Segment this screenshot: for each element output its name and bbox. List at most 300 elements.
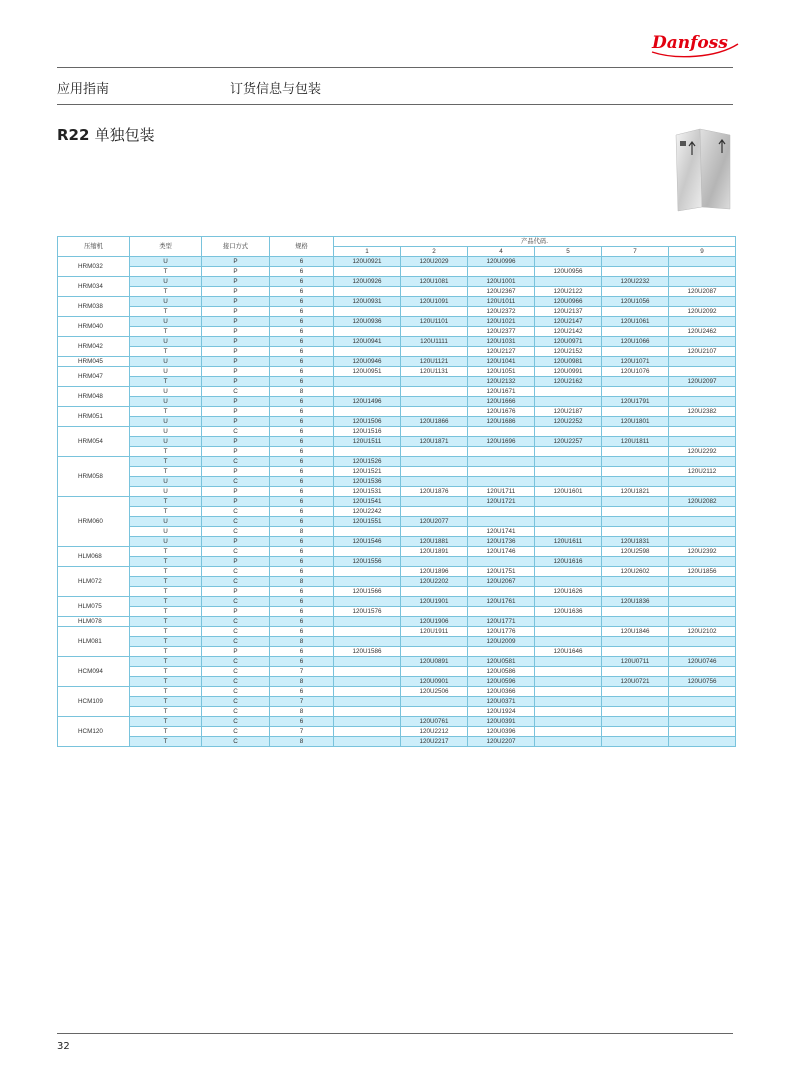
code-cell — [535, 397, 602, 407]
attr-cell: 8 — [270, 677, 334, 687]
compressor-cell: HLM081 — [58, 627, 130, 657]
subsection-label: 订货信息与包装 — [230, 82, 322, 97]
code-cell — [334, 707, 401, 717]
table-row — [58, 307, 736, 317]
code-cell — [401, 587, 468, 597]
attr-cell: C — [202, 387, 270, 397]
attr-cell: T — [130, 707, 202, 717]
table-row — [58, 557, 736, 567]
attr-cell: P — [202, 607, 270, 617]
table-row — [58, 547, 736, 557]
code-cell: 120U1576 — [334, 607, 401, 617]
code-cell — [535, 657, 602, 667]
compressor-cell: HRM058 — [58, 457, 130, 497]
code-cell: 120U2217 — [401, 737, 468, 747]
code-cell: 120U1811 — [602, 437, 669, 447]
attr-cell: 6 — [270, 427, 334, 437]
code-cell: 120U2112 — [669, 467, 736, 477]
attr-cell: 6 — [270, 457, 334, 467]
code-cell — [669, 387, 736, 397]
code-cell — [669, 607, 736, 617]
code-cell — [535, 527, 602, 537]
attr-cell: 8 — [270, 737, 334, 747]
code-cell — [602, 737, 669, 747]
code-cell — [334, 407, 401, 417]
attr-cell: 6 — [270, 477, 334, 487]
compressor-cell: HRM060 — [58, 497, 130, 547]
table-row — [58, 277, 736, 287]
attr-cell: P — [202, 557, 270, 567]
compressor-cell: HCM094 — [58, 657, 130, 687]
code-cell: 120U2162 — [535, 377, 602, 387]
attr-cell: P — [202, 267, 270, 277]
code-cell: 120U1506 — [334, 417, 401, 427]
code-cell: 120U2092 — [669, 307, 736, 317]
attr-cell: 8 — [270, 387, 334, 397]
attr-cell: 6 — [270, 337, 334, 347]
code-cell — [669, 517, 736, 527]
code-cell: 120U2067 — [468, 577, 535, 587]
attr-cell: T — [130, 727, 202, 737]
code-cell: 120U0996 — [468, 257, 535, 267]
code-cell — [669, 297, 736, 307]
attr-cell: 8 — [270, 707, 334, 717]
code-cell — [401, 377, 468, 387]
attr-cell: C — [202, 637, 270, 647]
table-row — [58, 587, 736, 597]
code-cell: 120U0721 — [602, 677, 669, 687]
code-cell — [535, 277, 602, 287]
attr-cell: P — [202, 347, 270, 357]
code-cell — [535, 677, 602, 687]
col-header-code-2: 2 — [401, 247, 468, 257]
danfoss-logo — [646, 26, 742, 60]
attr-cell: 6 — [270, 367, 334, 377]
code-cell — [334, 657, 401, 667]
code-cell — [334, 667, 401, 677]
attr-cell: T — [130, 687, 202, 697]
attr-cell: 6 — [270, 587, 334, 597]
attr-cell: C — [202, 617, 270, 627]
code-cell — [535, 717, 602, 727]
table-row — [58, 667, 736, 677]
code-cell — [401, 497, 468, 507]
attr-cell: T — [130, 617, 202, 627]
attr-cell: T — [130, 607, 202, 617]
attr-cell: P — [202, 397, 270, 407]
code-cell: 120U1021 — [468, 317, 535, 327]
code-cell: 120U1711 — [468, 487, 535, 497]
code-cell: 120U0371 — [468, 697, 535, 707]
attr-cell: 8 — [270, 577, 334, 587]
code-cell — [669, 437, 736, 447]
code-cell — [334, 737, 401, 747]
code-cell — [401, 267, 468, 277]
code-cell: 120U2506 — [401, 687, 468, 697]
code-cell — [401, 467, 468, 477]
code-cell: 120U1066 — [602, 337, 669, 347]
attr-cell: U — [130, 337, 202, 347]
attr-cell: 6 — [270, 307, 334, 317]
attr-cell: 6 — [270, 297, 334, 307]
attr-cell: C — [202, 667, 270, 677]
code-cell: 120U1521 — [334, 467, 401, 477]
attr-cell: C — [202, 627, 270, 637]
attr-cell: C — [202, 577, 270, 587]
table-row — [58, 677, 736, 687]
attr-cell: U — [130, 517, 202, 527]
code-cell — [602, 577, 669, 587]
code-cell — [669, 487, 736, 497]
attr-cell: 6 — [270, 417, 334, 427]
code-cell — [401, 307, 468, 317]
attr-cell: 6 — [270, 647, 334, 657]
table-row — [58, 537, 736, 547]
code-cell: 120U1831 — [602, 537, 669, 547]
code-cell: 120U1636 — [535, 607, 602, 617]
code-cell — [669, 687, 736, 697]
code-cell: 120U1676 — [468, 407, 535, 417]
code-cell — [602, 727, 669, 737]
code-cell: 120U1896 — [401, 567, 468, 577]
table-row — [58, 687, 736, 697]
code-cell: 120U0891 — [401, 657, 468, 667]
attr-cell: 7 — [270, 697, 334, 707]
table-row — [58, 597, 736, 607]
code-cell — [669, 337, 736, 347]
attr-cell: 6 — [270, 597, 334, 607]
code-cell — [334, 577, 401, 587]
compressor-cell: HRM042 — [58, 337, 130, 357]
attr-cell: T — [130, 467, 202, 477]
code-cell: 120U2127 — [468, 347, 535, 357]
code-cell — [334, 677, 401, 687]
attr-cell: T — [130, 697, 202, 707]
code-cell — [334, 287, 401, 297]
code-cell — [401, 327, 468, 337]
col-header-connection: 接口方式 — [202, 237, 270, 257]
attr-cell: 6 — [270, 357, 334, 367]
attr-cell: 6 — [270, 277, 334, 287]
code-cell — [334, 627, 401, 637]
code-cell — [669, 317, 736, 327]
table-row — [58, 407, 736, 417]
code-cell — [535, 687, 602, 697]
code-cell: 120U1901 — [401, 597, 468, 607]
attr-cell: P — [202, 447, 270, 457]
section-label: 应用指南 — [57, 82, 110, 97]
code-cell — [401, 397, 468, 407]
compressor-cell: HRM048 — [58, 387, 130, 407]
attr-cell: T — [130, 677, 202, 687]
attr-cell: 6 — [270, 407, 334, 417]
attr-cell: T — [130, 287, 202, 297]
code-cell: 120U2102 — [669, 627, 736, 637]
code-cell — [535, 467, 602, 477]
code-cell — [535, 627, 602, 637]
attr-cell: 6 — [270, 327, 334, 337]
code-cell: 120U2187 — [535, 407, 602, 417]
code-cell — [468, 607, 535, 617]
attr-cell: U — [130, 297, 202, 307]
attr-cell: U — [130, 427, 202, 437]
code-cell — [669, 397, 736, 407]
attr-cell: U — [130, 317, 202, 327]
code-cell: 120U0991 — [535, 367, 602, 377]
code-cell: 120U1666 — [468, 397, 535, 407]
attr-cell: T — [130, 497, 202, 507]
table-row — [58, 427, 736, 437]
attr-cell: T — [130, 347, 202, 357]
attr-cell: P — [202, 647, 270, 657]
attr-cell: C — [202, 737, 270, 747]
compressor-cell: HRM032 — [58, 257, 130, 277]
code-cell: 120U1911 — [401, 627, 468, 637]
code-cell — [334, 697, 401, 707]
table-row — [58, 387, 736, 397]
code-cell: 120U1881 — [401, 537, 468, 547]
code-cell — [334, 267, 401, 277]
attr-cell: P — [202, 467, 270, 477]
code-cell: 120U2082 — [669, 497, 736, 507]
attr-cell: T — [130, 447, 202, 457]
code-cell: 120U2602 — [602, 567, 669, 577]
attr-cell: 6 — [270, 377, 334, 387]
attr-cell: T — [130, 627, 202, 637]
table-row — [58, 607, 736, 617]
code-cell: 120U1056 — [602, 297, 669, 307]
code-cell — [468, 427, 535, 437]
attr-cell: P — [202, 337, 270, 347]
code-cell — [535, 567, 602, 577]
logo-text: Danfoss — [652, 33, 728, 53]
code-cell — [468, 557, 535, 567]
table-row — [58, 577, 736, 587]
ordering-table — [57, 236, 736, 747]
code-cell: 120U1051 — [468, 367, 535, 377]
code-cell — [602, 687, 669, 697]
attr-cell: 6 — [270, 657, 334, 667]
code-cell: 120U1546 — [334, 537, 401, 547]
code-cell — [669, 537, 736, 547]
code-cell — [602, 497, 669, 507]
code-cell: 120U0596 — [468, 677, 535, 687]
code-cell — [535, 667, 602, 677]
code-cell — [535, 617, 602, 627]
code-cell: 120U0746 — [669, 657, 736, 667]
code-cell: 120U2377 — [468, 327, 535, 337]
attr-cell: T — [130, 567, 202, 577]
table-row — [58, 647, 736, 657]
attr-cell: P — [202, 497, 270, 507]
code-cell: 120U1031 — [468, 337, 535, 347]
attr-cell: U — [130, 257, 202, 267]
attr-cell: 6 — [270, 397, 334, 407]
code-cell: 120U1111 — [401, 337, 468, 347]
code-cell — [602, 387, 669, 397]
table-row — [58, 617, 736, 627]
attr-cell: 8 — [270, 637, 334, 647]
code-cell: 120U2097 — [669, 377, 736, 387]
code-cell — [669, 277, 736, 287]
code-cell: 120U0921 — [334, 257, 401, 267]
code-cell — [334, 387, 401, 397]
code-cell: 120U2372 — [468, 307, 535, 317]
code-cell — [602, 527, 669, 537]
compressor-cell: HRM040 — [58, 317, 130, 337]
code-cell: 120U2087 — [669, 287, 736, 297]
attr-cell: C — [202, 527, 270, 537]
code-cell — [401, 457, 468, 467]
code-cell: 120U1101 — [401, 317, 468, 327]
code-cell — [602, 717, 669, 727]
code-cell: 120U0396 — [468, 727, 535, 737]
code-cell: 120U2292 — [669, 447, 736, 457]
attr-cell: T — [130, 667, 202, 677]
code-cell: 120U0926 — [334, 277, 401, 287]
code-cell — [602, 347, 669, 357]
code-cell: 120U1536 — [334, 477, 401, 487]
code-cell — [602, 557, 669, 567]
code-cell: 120U2212 — [401, 727, 468, 737]
code-cell — [602, 707, 669, 717]
attr-cell: 6 — [270, 517, 334, 527]
table-row — [58, 297, 736, 307]
code-cell — [401, 637, 468, 647]
code-cell: 120U1746 — [468, 547, 535, 557]
table-row — [58, 367, 736, 377]
compressor-cell: HRM045 — [58, 357, 130, 367]
attr-cell: C — [202, 597, 270, 607]
code-cell: 120U0956 — [535, 267, 602, 277]
code-cell: 120U1721 — [468, 497, 535, 507]
code-cell — [535, 707, 602, 717]
code-cell — [468, 647, 535, 657]
col-header-code-9: 9 — [669, 247, 736, 257]
code-cell — [669, 577, 736, 587]
attr-cell: T — [130, 327, 202, 337]
code-cell: 120U2132 — [468, 377, 535, 387]
attr-cell: C — [202, 517, 270, 527]
code-cell — [334, 527, 401, 537]
code-cell: 120U1741 — [468, 527, 535, 537]
compressor-cell: HRM034 — [58, 277, 130, 297]
col-header-compressor: 压缩机 — [58, 237, 130, 257]
code-cell: 120U0971 — [535, 337, 602, 347]
attr-cell: T — [130, 597, 202, 607]
code-cell: 120U0941 — [334, 337, 401, 347]
code-cell — [334, 687, 401, 697]
code-cell — [669, 617, 736, 627]
code-cell: 120U2242 — [334, 507, 401, 517]
top-rule — [57, 67, 733, 68]
attr-cell: T — [130, 647, 202, 657]
code-cell: 120U1091 — [401, 297, 468, 307]
code-cell: 120U1526 — [334, 457, 401, 467]
code-cell — [669, 357, 736, 367]
attr-cell: P — [202, 307, 270, 317]
code-cell — [468, 507, 535, 517]
attr-cell: P — [202, 377, 270, 387]
table-row — [58, 457, 736, 467]
code-cell — [669, 557, 736, 567]
compressor-cell: HCM109 — [58, 687, 130, 717]
code-cell — [334, 377, 401, 387]
code-cell — [602, 667, 669, 677]
code-cell — [535, 577, 602, 587]
attr-cell: C — [202, 457, 270, 467]
code-cell — [334, 447, 401, 457]
footer-rule — [57, 1033, 733, 1034]
code-cell — [535, 477, 602, 487]
attr-cell: P — [202, 277, 270, 287]
code-cell: 120U2392 — [669, 547, 736, 557]
code-cell — [669, 597, 736, 607]
table-row — [58, 357, 736, 367]
attr-cell: 6 — [270, 607, 334, 617]
code-cell: 120U1516 — [334, 427, 401, 437]
code-cell — [602, 607, 669, 617]
attr-cell: 6 — [270, 347, 334, 357]
code-cell: 120U1876 — [401, 487, 468, 497]
code-cell — [602, 257, 669, 267]
code-cell: 120U0711 — [602, 657, 669, 667]
attr-cell: U — [130, 367, 202, 377]
col-header-code-1: 1 — [334, 247, 401, 257]
code-cell: 120U2137 — [535, 307, 602, 317]
compressor-cell: HLM068 — [58, 547, 130, 567]
code-cell: 120U1906 — [401, 617, 468, 627]
code-cell: 120U1791 — [602, 397, 669, 407]
attr-cell: 6 — [270, 287, 334, 297]
code-cell: 120U0761 — [401, 717, 468, 727]
attr-cell: C — [202, 707, 270, 717]
code-cell — [535, 517, 602, 527]
code-cell — [602, 307, 669, 317]
code-cell: 120U1011 — [468, 297, 535, 307]
attr-cell: P — [202, 357, 270, 367]
attr-cell: 6 — [270, 627, 334, 637]
col-header-code-4: 4 — [468, 247, 535, 257]
code-cell: 120U1081 — [401, 277, 468, 287]
code-cell: 120U0931 — [334, 297, 401, 307]
code-cell — [401, 527, 468, 537]
code-cell — [401, 407, 468, 417]
code-cell: 120U2029 — [401, 257, 468, 267]
code-cell — [468, 587, 535, 597]
code-cell: 120U1771 — [468, 617, 535, 627]
code-cell: 120U1511 — [334, 437, 401, 447]
code-cell — [669, 507, 736, 517]
code-cell — [669, 457, 736, 467]
code-cell: 120U2077 — [401, 517, 468, 527]
table-row — [58, 257, 736, 267]
table-row — [58, 697, 736, 707]
code-cell — [535, 637, 602, 647]
attr-cell: T — [130, 587, 202, 597]
code-cell — [602, 427, 669, 437]
attr-cell: U — [130, 537, 202, 547]
compressor-cell: HLM078 — [58, 617, 130, 627]
table-row — [58, 517, 736, 527]
compressor-cell: HLM075 — [58, 597, 130, 617]
code-cell — [334, 637, 401, 647]
table-row — [58, 437, 736, 447]
code-cell — [401, 507, 468, 517]
table-row — [58, 727, 736, 737]
table-row — [58, 337, 736, 347]
attr-cell: 6 — [270, 267, 334, 277]
